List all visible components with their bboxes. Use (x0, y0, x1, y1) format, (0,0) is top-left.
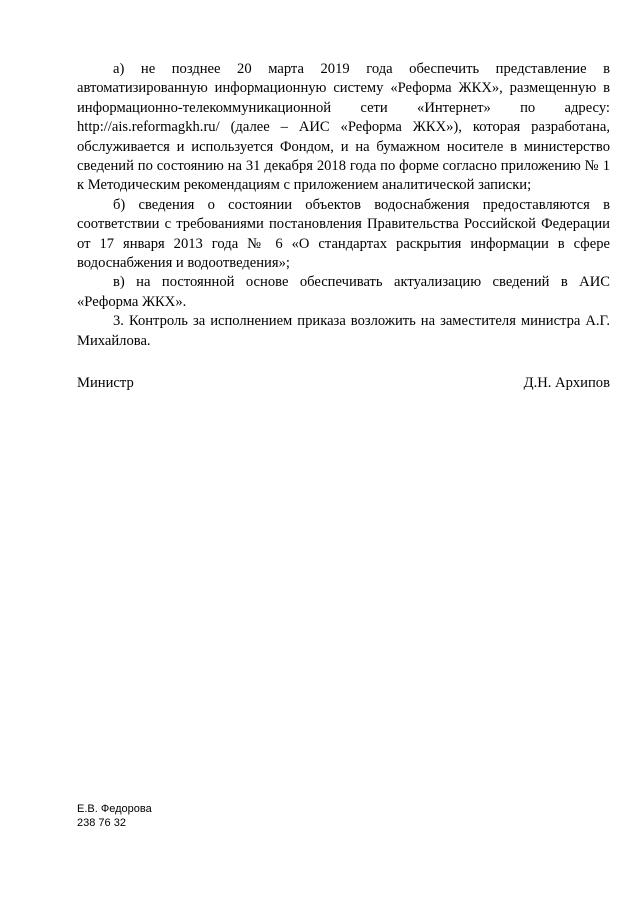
paragraph-v: в) на постоянной основе обеспечивать актуализацию сведений в АИС «Реформа ЖКХ». (77, 274, 610, 310)
executor-name: Е.В. Федорова (77, 803, 152, 815)
paragraph-b: б) сведения о состоянии объектов водоснабжения предоставляются в соответствии с требованиями постановления Правительства Российской Федерации от 17 января 2013 года № 6 «О стандартах раскрытия информации в сфере водоснабжения и водоотведения»; (77, 196, 610, 272)
paragraph-3: 3. Контроль за исполнением приказа возложить на заместителя министра А.Г. Михайлова. (77, 313, 610, 349)
document-body (77, 60, 610, 351)
executor-footer (77, 803, 152, 830)
executor-phone: 238 76 32 (77, 816, 126, 829)
paragraph-a: а) не позднее 20 марта 2019 года обеспечить представление в автоматизированную информационную систему «Реформа ЖКХ», размещенную в информационно-телекоммуникационной сети «Интернет» по адресу: http://ais.reformagkh.ru/ (далее – АИС «Реформа ЖКХ»), которая разработана, обслуживается и используется Фондом, и на бумажном носителе в министерство сведений по состоянию на 31 декабря 2018 года по форме согласно приложению № 1 к Методическим рекомендациям с приложением аналитической записки; (77, 61, 610, 194)
signatory-name: Д.Н. Архипов (523, 375, 610, 391)
signature-block (77, 374, 610, 393)
signatory-position: Министр (77, 375, 134, 391)
